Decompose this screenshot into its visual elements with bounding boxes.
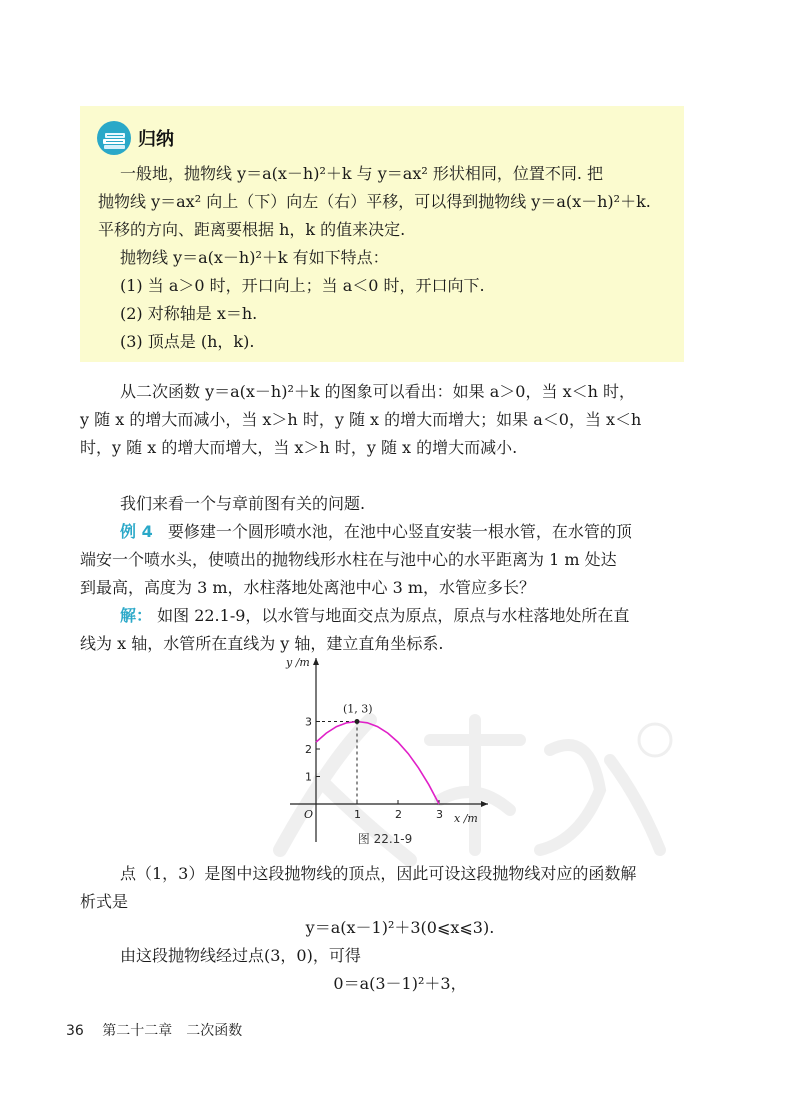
solution-text: 如图 22.1-9，以水管与地面交点为原点，原点与水柱落地处所在直: [157, 606, 630, 625]
summary-line: (1) 当 a＞0 时，开口向上；当 a＜0 时，开口向下.: [120, 276, 485, 295]
example-first-line: [120, 522, 632, 542]
y-tick-label: 2: [305, 743, 312, 756]
y-tick-label: 1: [305, 770, 312, 784]
origin-label: O: [304, 808, 314, 821]
x-tick-label: 3: [436, 808, 443, 821]
body-line: y 随 x 的增大而减小，当 x＞h 时，y 随 x 的增大而增大；如果 a＜0，当 x＜h: [80, 410, 642, 429]
body-line: 时，y 随 x 的增大而增大，当 x＞h 时，y 随 x 的增大而减小.: [80, 438, 518, 457]
x-tick-label: 1: [354, 808, 361, 821]
parabola-figure: [270, 652, 500, 852]
page-number: 36: [66, 1023, 84, 1039]
summary-line: 平移的方向、距离要根据 h，k 的值来决定.: [98, 220, 406, 239]
body-line: 我们来看一个与章前图有关的问题.: [120, 494, 366, 513]
vertex-label: (1, 3): [343, 702, 373, 716]
example-text: 要修建一个圆形喷水池，在池中心竖直安装一根水管，在水管的顶: [167, 522, 632, 541]
vertex-point: [355, 719, 360, 724]
books-icon: [96, 120, 132, 156]
x-tick-label: 2: [395, 808, 402, 821]
x-axis-arrow: [481, 801, 488, 807]
parabola-curve: [316, 722, 439, 805]
summary-line: 一般地，抛物线 y＝a(x－h)²＋k 与 y＝ax² 形状相同，位置不同. 把: [120, 164, 604, 183]
summary-header: [96, 120, 174, 156]
summary-line: 抛物线 y＝ax² 向上（下）向左（右）平移，可以得到抛物线 y＝a(x－h)²＋k.: [98, 192, 651, 211]
summary-line: (3) 顶点是 (h，k).: [120, 332, 255, 351]
body-line: 由这段抛物线经过点(3，0)，可得: [120, 946, 361, 965]
figure-caption: 图 22.1-9: [357, 832, 413, 846]
example-line: 到最高，高度为 3 m，水柱落地处离池中心 3 m，水管应多长？: [80, 578, 536, 597]
example-label: 例 4: [120, 522, 153, 541]
solution-line: 线为 x 轴，水管所在直线为 y 轴，建立直角坐标系.: [80, 634, 444, 653]
solution-label: 解：: [120, 606, 153, 625]
chapter-title: 第二十二章 二次函数: [102, 1023, 243, 1039]
formula: 0＝a(3－1)²＋3，: [333, 974, 467, 993]
summary-line: 抛物线 y＝a(x－h)²＋k 有如下特点：: [120, 248, 389, 267]
page-footer: [66, 1020, 242, 1040]
body-line: 析式是: [80, 892, 129, 911]
summary-line: (2) 对称轴是 x＝h.: [120, 304, 258, 323]
body-line: 从二次函数 y＝a(x－h)²＋k 的图象可以看出：如果 a＞0，当 x＜h 时，: [120, 382, 635, 401]
y-tick-label: 3: [305, 715, 312, 729]
y-axis-label: y /m: [286, 656, 310, 669]
summary-title: 归纳: [138, 129, 174, 150]
y-axis-arrow: [313, 658, 319, 665]
summary-box: [80, 106, 684, 362]
x-axis-label: x /m: [454, 812, 478, 825]
solution-first-line: [120, 606, 629, 626]
example-line: 端安一个喷水头，使喷出的抛物线形水柱在与池中心的水平距离为 1 m 处达: [80, 550, 617, 569]
formula: y＝a(x－1)²＋3(0⩽x⩽3).: [305, 918, 495, 937]
body-line: 点（1，3）是图中这段抛物线的顶点，因此可设这段抛物线对应的函数解: [120, 864, 637, 883]
